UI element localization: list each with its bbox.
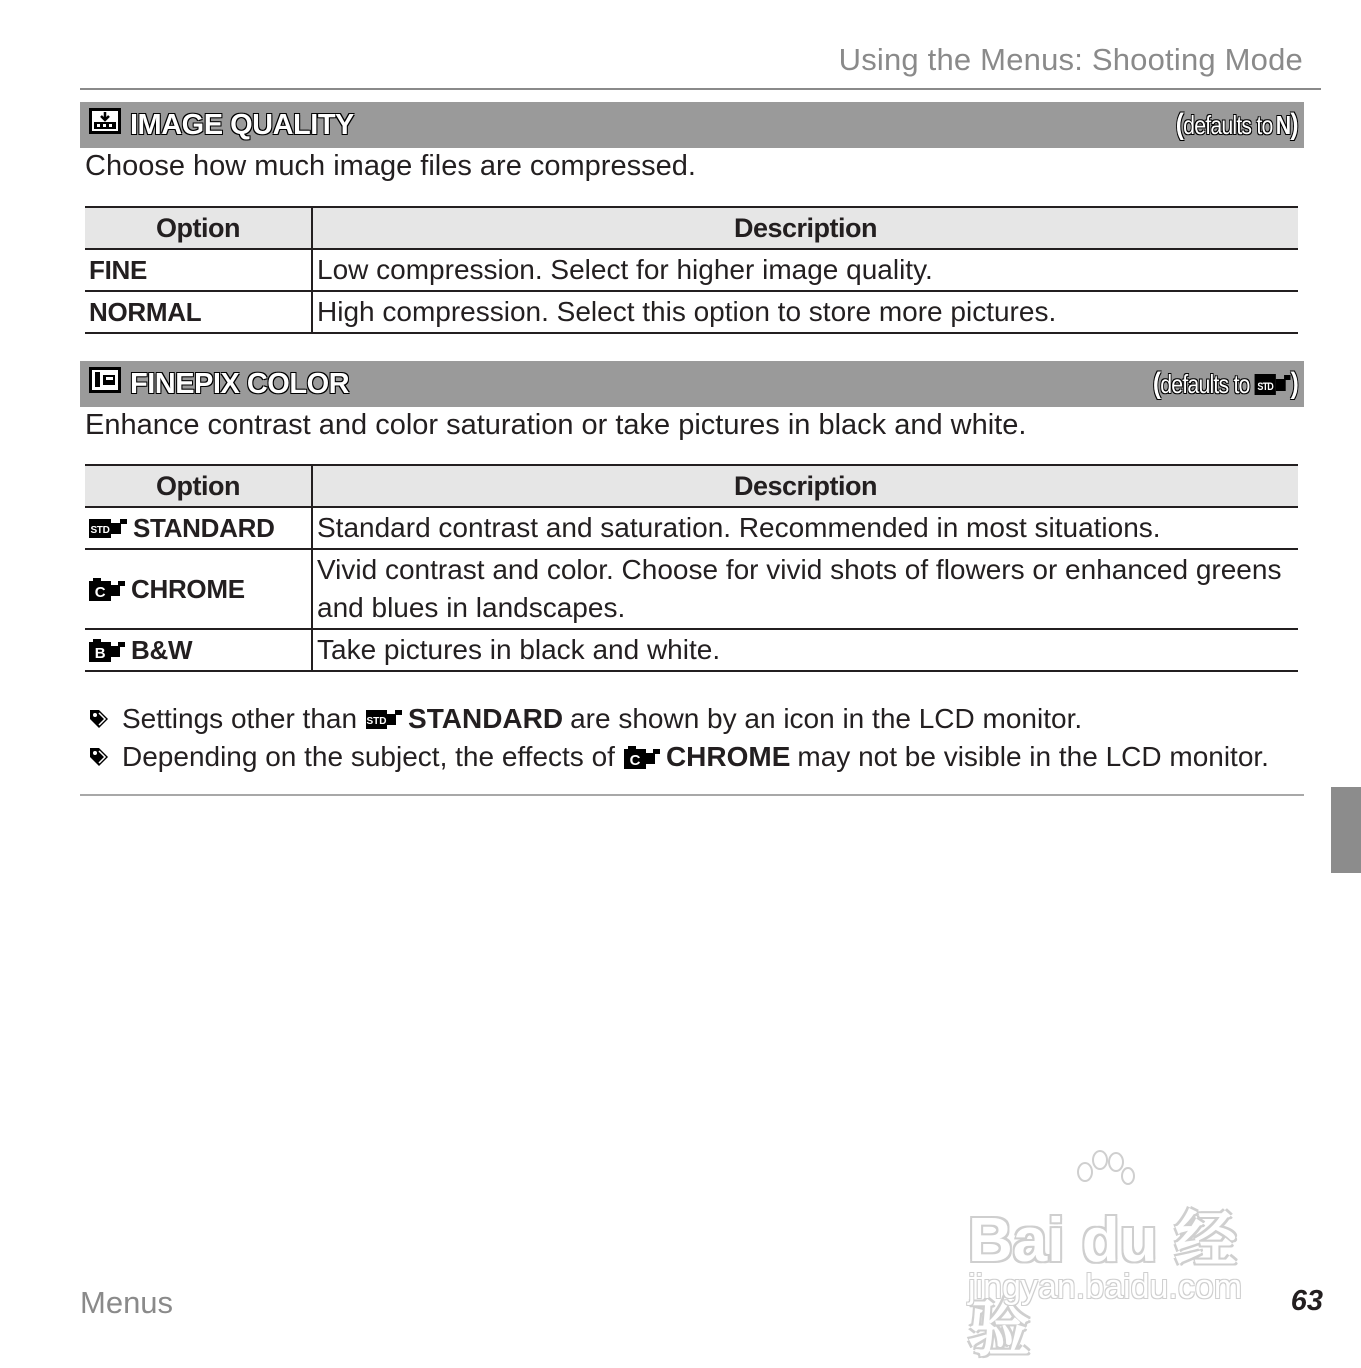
section-title-finepix-color [88, 365, 349, 403]
section-default-finepix-color: ( defaults to STD ) [1152, 367, 1298, 400]
table-header-row [85, 465, 1298, 507]
note-text: are shown by an icon in the LCD monitor. [570, 703, 1083, 734]
column-header-option: Option [85, 207, 312, 249]
section-title-text: FINEPIX COLOR [130, 367, 350, 400]
note-text: Settings other than [122, 703, 358, 734]
section-bar-image-quality [80, 102, 1304, 148]
options-table-finepix-color [85, 464, 1298, 672]
option-description: High compression. Select this option to store more pictures. [312, 291, 1298, 333]
table-row [85, 507, 1298, 549]
svg-text:C: C [629, 752, 641, 769]
svg-text:STD: STD [90, 525, 110, 536]
baidu-watermark [960, 1150, 1280, 1364]
note-bold: CHROME [665, 741, 791, 772]
option-bw [85, 629, 312, 671]
note-tag-icon [88, 746, 110, 768]
table-row [85, 549, 1298, 629]
option-chrome [85, 549, 312, 629]
note-text: Depending on the subject, the effects of [122, 741, 615, 772]
default-prefix: defaults to [1160, 368, 1250, 399]
watermark-line2: jingyan.baidu.com [968, 1268, 1243, 1306]
running-head: Using the Menus: Shooting Mode [838, 42, 1303, 77]
header-rule [80, 88, 1321, 90]
chrome-icon [624, 744, 660, 770]
svg-text:STD: STD [366, 716, 387, 727]
std-icon [89, 516, 127, 540]
option-description: Standard contrast and saturation. Recommended in most situations. [312, 507, 1298, 549]
bw-icon [89, 637, 125, 663]
options-table-image-quality [85, 206, 1298, 334]
section-bar-finepix-color [80, 361, 1304, 407]
finepix-color-icon [88, 366, 122, 402]
section-description-image-quality: Choose how much image files are compressed. [85, 150, 696, 182]
note-tag-icon [88, 708, 110, 730]
std-icon [366, 707, 402, 731]
default-value: N [1276, 109, 1291, 140]
option-label: CHROME [131, 573, 245, 604]
chapter-thumb-tab [1331, 787, 1361, 873]
option-label: B&W [131, 634, 193, 665]
option-description: Vivid contrast and color. Choose for vivid shots of flowers or enhanced greens and blues in landscapes. [312, 549, 1298, 629]
std-icon [1255, 371, 1291, 397]
section-title-image-quality [88, 106, 354, 144]
svg-text:B: B [94, 645, 106, 662]
option-fine: FINE [85, 249, 312, 291]
image-quality-icon [88, 107, 122, 143]
section-title-text: IMAGE QUALITY [130, 108, 354, 141]
default-prefix: defaults to [1183, 109, 1273, 140]
chrome-icon [89, 576, 125, 602]
note-bold: STANDARD [408, 703, 564, 734]
note-text: may not be visible in the LCD monitor. [797, 741, 1269, 772]
watermark-line1: Bai du 经验 [968, 1206, 1237, 1364]
option-label: STANDARD [133, 512, 275, 543]
option-normal: NORMAL [85, 291, 312, 333]
section-default-image-quality: ( defaults to N ) [1176, 108, 1298, 141]
table-row [85, 291, 1298, 333]
svg-text:C: C [94, 584, 106, 601]
option-description: Low compression. Select for higher image quality. [312, 249, 1298, 291]
option-description: Take pictures in black and white. [312, 629, 1298, 671]
table-row [85, 629, 1298, 671]
section-description-finepix-color: Enhance contrast and color saturation or take pictures in black and white. [85, 409, 1027, 441]
column-header-description: Description [312, 465, 1298, 507]
option-standard [85, 507, 312, 549]
column-header-option: Option [85, 465, 312, 507]
table-row [85, 249, 1298, 291]
column-header-description: Description [312, 207, 1298, 249]
section-end-rule [80, 794, 1304, 796]
note-item [88, 741, 1269, 773]
footer-section-name: Menus [80, 1285, 174, 1320]
svg-text:STD: STD [1257, 381, 1273, 394]
table-header-row [85, 207, 1298, 249]
note-item [88, 703, 1082, 735]
page-number: 63 [1290, 1285, 1323, 1317]
